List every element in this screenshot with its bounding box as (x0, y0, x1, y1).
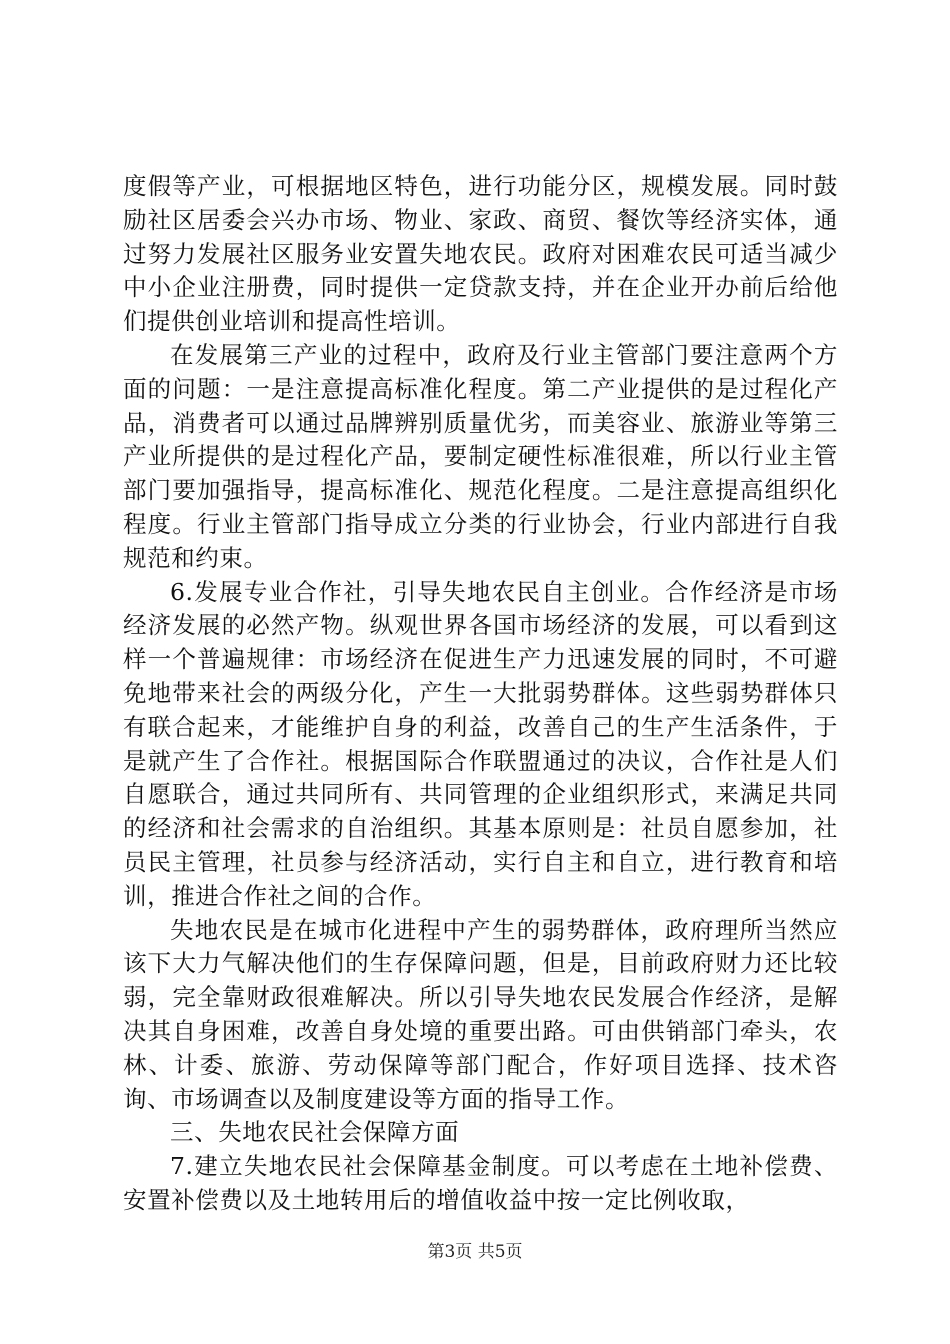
paragraph-4: 失地农民是在城市化进程中产生的弱势群体，政府理所当然应该下大力气解决他们的生存保障问题，但是，目前政府财力还比较弱，完全靠财政很难解决。所以引导失地农民发展合作经济，是解决其自身困难，改善自身处境的重要出路。可由供销部门牵头，农林、计委、旅游、劳动保障等部门配合，作好项目选择、技术咨询、市场调查以及制度建设等方面的指导工作。 (123, 915, 838, 1113)
page-footer (0, 1241, 950, 1263)
paragraph-3: 6.发展专业合作社，引导失地农民自主创业。合作经济是市场经济发展的必然产物。纵观世界各国市场经济的发展，可以看到这样一个普遍规律：市场经济在促进生产力迅速发展的同时，不可避免地带来社会的两级分化，产生一大批弱势群体。这些弱势群体只有联合起来，才能维护自身的利益，改善自己的生产生活条件，于是就产生了合作社。根据国际合作联盟通过的决议，合作社是人们自愿联合，通过共同所有、共同管理的企业组织形式，来满足共同的经济和社会需求的自治组织。其基本原则是：社员自愿参加，社员民主管理，社员参与经济活动，实行自主和自立，进行教育和培训，推进合作社之间的合作。 (123, 577, 838, 910)
paragraph-5: 7.建立失地农民社会保障基金制度。可以考虑在土地补偿费、安置补偿费以及土地转用后的增值收益中按一定比例收取， (123, 1152, 838, 1214)
section-heading: 三、失地农民社会保障方面 (170, 1118, 460, 1147)
paragraph-1: 度假等产业，可根据地区特色，进行功能分区，规模发展。同时鼓励社区居委会兴办市场、物业、家政、商贸、餐饮等经济实体，通过努力发展社区服务业安置失地农民。政府对困难农民可适当减少中小企业注册费，同时提供一定贷款支持，并在企业开办前后给他们提供创业培训和提高性培训。 (123, 172, 838, 336)
document-body (123, 170, 838, 1218)
page-number: 第3页 共5页 (427, 1242, 523, 1262)
paragraph-2: 在发展第三产业的过程中，政府及行业主管部门要注意两个方面的问题：一是注意提高标准化程度。第二产业提供的是过程化产品，消费者可以通过品牌辨别质量优劣，而美容业、旅游业等第三产业所提供的是过程化产品，要制定硬性标准很难，所以行业主管部门要加强指导，提高标准化、规范化程度。二是注意提高组织化程度。行业主管部门指导成立分类的行业协会，行业内部进行自我规范和约束。 (123, 340, 838, 572)
